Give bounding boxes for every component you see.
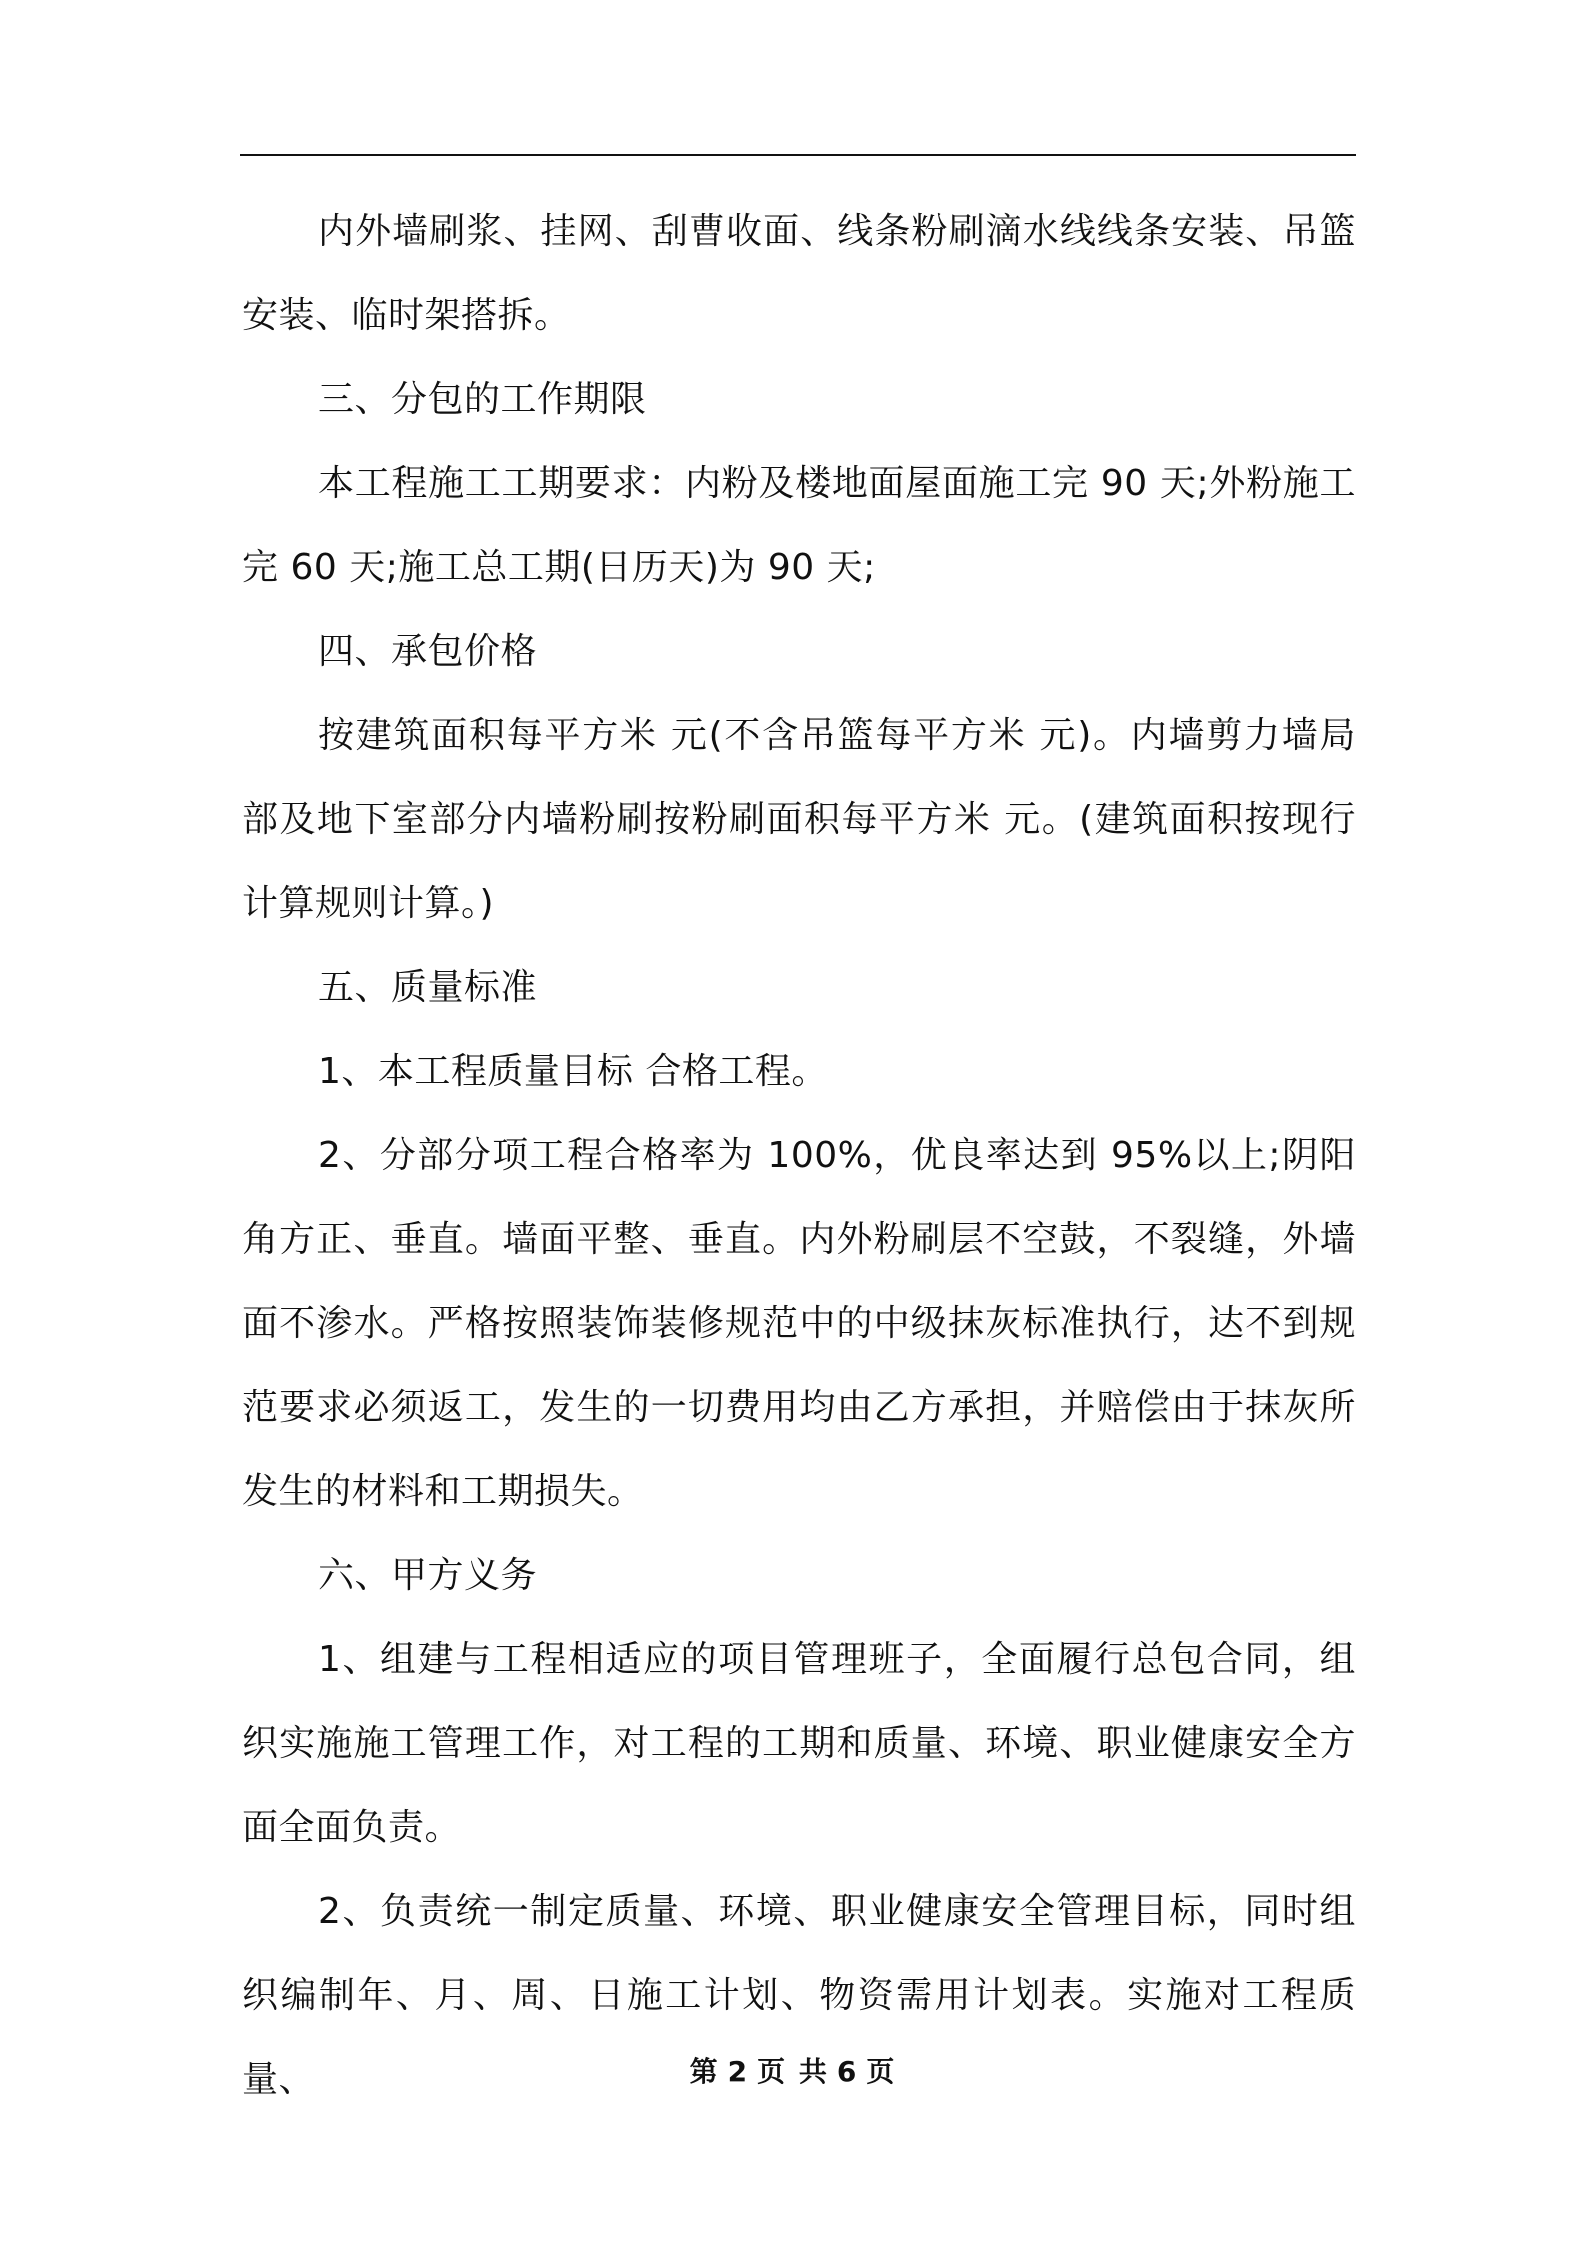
section-heading: 六、甲方义务: [318, 1555, 538, 1596]
paragraph: 1、本工程质量目标 合格工程。: [318, 1051, 828, 1092]
footer-page-number: 2: [727, 2055, 750, 2088]
paragraph: 2、分部分项工程合格率为 100%，优良率达到 95%以上;阴阳角方正、垂直。墙面平整、垂直。内外粉刷层不空鼓，不裂缝，外墙面不渗水。严格按照装饰装修规范中的中级抹灰标准执行，达不到规范要求必须返工，发生的一切费用均由乙方承担，并赔偿由于抹灰所发生的材料和工期损失。: [242, 1135, 1356, 1512]
document-body: [242, 190, 1356, 2122]
section-heading: 四、承包价格: [318, 631, 538, 672]
footer-prefix: 第: [689, 2055, 720, 2088]
section-heading: 五、质量标准: [318, 967, 538, 1008]
footer-middle: 页 共: [757, 2055, 829, 2088]
footer-total-pages: 6: [836, 2055, 859, 2088]
paragraph: 2、负责统一制定质量、环境、职业健康安全管理目标，同时组织编制年、月、周、日施工计划、物资需用计划表。实施对工程质量、: [242, 1891, 1356, 2100]
footer-suffix: 页: [866, 2055, 897, 2088]
paragraph: 本工程施工工期要求：内粉及楼地面屋面施工完 90 天;外粉施工完 60 天;施工总工期(日历天)为 90 天;: [242, 463, 1356, 588]
paragraph: 1、组建与工程相适应的项目管理班子，全面履行总包合同，组织实施施工管理工作，对工程的工期和质量、环境、职业健康安全方面全面负责。: [242, 1639, 1356, 1848]
section-heading: 三、分包的工作期限: [318, 379, 647, 420]
header-rule: [240, 154, 1356, 156]
paragraph: 按建筑面积每平方米 元(不含吊篮每平方米 元)。内墙剪力墙局部及地下室部分内墙粉刷按粉刷面积每平方米 元。(建筑面积按现行计算规则计算。): [242, 715, 1356, 924]
page-footer: [0, 2052, 1586, 2092]
paragraph: 内外墙刷浆、挂网、刮曹收面、线条粉刷滴水线线条安装、吊篮安装、临时架搭拆。: [242, 211, 1356, 336]
